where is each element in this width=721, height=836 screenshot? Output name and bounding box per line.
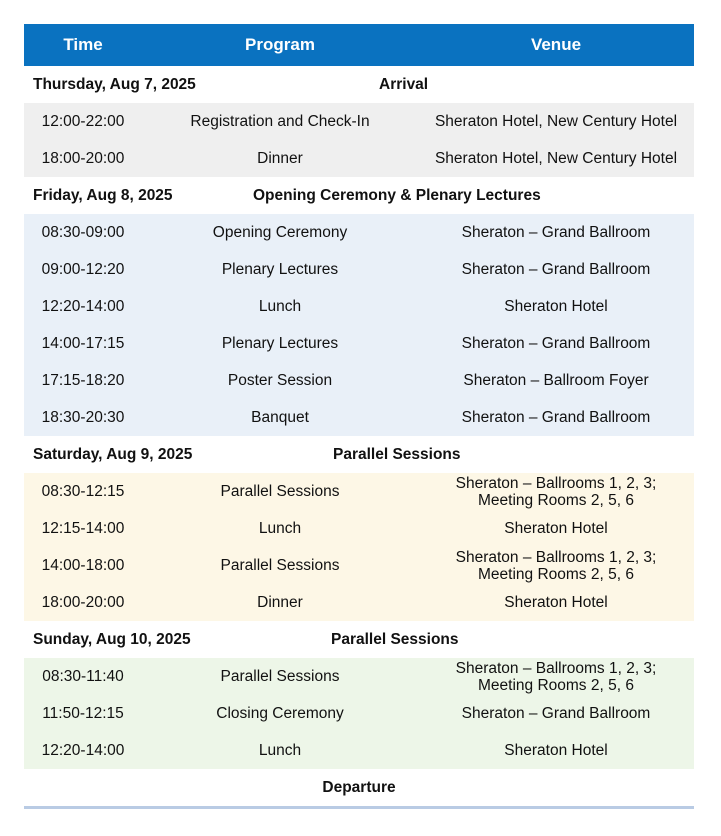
row-time: 18:00-20:00 — [41, 149, 125, 167]
venue-line: Sheraton – Grand Ballroom — [461, 704, 651, 722]
row-time: 12:00-22:00 — [41, 112, 125, 130]
row-program: Banquet — [251, 408, 309, 426]
row-venue — [418, 113, 694, 131]
row-time: 14:00-18:00 — [41, 556, 125, 574]
bottom-divider — [24, 806, 694, 809]
venue-line: Meeting Rooms 2, 5, 6 — [478, 491, 634, 509]
schedule-row — [24, 103, 694, 140]
venue-line: Sheraton – Grand Ballroom — [461, 260, 651, 278]
row-time: 12:20-14:00 — [41, 297, 125, 315]
day-date: Saturday, Aug 9, 2025 — [33, 445, 193, 463]
day-group — [24, 473, 694, 621]
row-program: Parallel Sessions — [220, 667, 340, 685]
schedule-row — [24, 288, 694, 325]
row-venue — [418, 520, 694, 538]
venue-line: Sheraton – Ballrooms 1, 2, 3; — [455, 474, 657, 492]
venue-line: Sheraton – Ballroom Foyer — [463, 371, 649, 389]
day-group — [24, 103, 694, 177]
day-heading — [24, 66, 694, 103]
row-time: 08:30-11:40 — [42, 667, 124, 685]
row-time: 08:30-09:00 — [41, 223, 125, 241]
row-program: Plenary Lectures — [221, 334, 339, 352]
venue-line: Sheraton Hotel, New Century Hotel — [434, 112, 678, 130]
row-time: 18:00-20:00 — [41, 593, 125, 611]
venue-line: Sheraton Hotel, New Century Hotel — [434, 149, 678, 167]
row-program: Opening Ceremony — [212, 223, 348, 241]
venue-line: Sheraton – Grand Ballroom — [461, 334, 651, 352]
schedule-row — [24, 251, 694, 288]
day-heading — [24, 177, 694, 214]
venue-line: Sheraton Hotel — [504, 593, 608, 611]
schedule-row — [24, 399, 694, 436]
venue-line: Sheraton Hotel — [504, 297, 608, 315]
schedule-table — [24, 24, 694, 809]
venue-line: Sheraton Hotel — [504, 519, 608, 537]
day-heading — [24, 436, 694, 473]
row-program: Dinner — [257, 149, 303, 167]
venue-line: Meeting Rooms 2, 5, 6 — [478, 676, 634, 694]
schedule-row — [24, 140, 694, 177]
row-time: 11:50-12:15 — [42, 704, 124, 722]
row-time: 17:15-18:20 — [41, 371, 125, 389]
row-time: 12:15-14:00 — [41, 519, 125, 537]
row-program: Plenary Lectures — [221, 260, 339, 278]
schedule-row — [24, 732, 694, 769]
row-venue — [418, 150, 694, 168]
venue-line: Sheraton Hotel — [504, 741, 608, 759]
day-title: Opening Ceremony & Plenary Lectures — [253, 186, 541, 204]
row-venue — [418, 409, 694, 427]
schedule-row — [24, 473, 694, 510]
row-program: Poster Session — [227, 371, 333, 389]
row-venue — [418, 298, 694, 316]
row-venue — [418, 594, 694, 612]
day-group — [24, 214, 694, 436]
schedule-days — [24, 66, 694, 769]
row-time: 08:30-12:15 — [41, 482, 125, 500]
day-title: Parallel Sessions — [331, 630, 459, 648]
row-program: Closing Ceremony — [216, 704, 344, 722]
day-group — [24, 658, 694, 769]
day-date: Thursday, Aug 7, 2025 — [33, 75, 196, 93]
venue-line: Meeting Rooms 2, 5, 6 — [478, 565, 634, 583]
row-time: 09:00-12:20 — [41, 260, 125, 278]
schedule-row — [24, 362, 694, 399]
day-title: Arrival — [379, 75, 429, 93]
venue-line: Sheraton – Grand Ballroom — [461, 408, 651, 426]
row-time: 14:00-17:15 — [41, 334, 125, 352]
row-program: Parallel Sessions — [220, 482, 340, 500]
row-program: Lunch — [258, 519, 302, 537]
schedule-row — [24, 325, 694, 362]
day-heading — [24, 621, 694, 658]
row-venue — [418, 261, 694, 279]
schedule-row — [24, 547, 694, 584]
row-venue — [418, 372, 694, 390]
header-venue: Venue — [530, 35, 582, 54]
row-venue — [418, 335, 694, 353]
row-program: Lunch — [258, 741, 302, 759]
table-header — [24, 24, 694, 66]
header-time: Time — [63, 35, 103, 54]
schedule-row — [24, 695, 694, 732]
row-time: 12:20-14:00 — [41, 741, 125, 759]
row-venue — [418, 224, 694, 242]
row-venue — [418, 705, 694, 723]
header-program: Program — [245, 35, 315, 54]
day-title: Parallel Sessions — [333, 445, 461, 463]
row-time: 18:30-20:30 — [41, 408, 125, 426]
day-date: Friday, Aug 8, 2025 — [33, 186, 173, 204]
day-date: Sunday, Aug 10, 2025 — [33, 630, 191, 648]
venue-line: Sheraton – Grand Ballroom — [461, 223, 651, 241]
row-venue — [418, 475, 694, 509]
row-program: Registration and Check-In — [190, 112, 370, 130]
row-venue — [418, 660, 694, 694]
schedule-row — [24, 510, 694, 547]
schedule-row — [24, 584, 694, 621]
schedule-row — [24, 658, 694, 695]
departure-row: Departure — [322, 778, 396, 796]
row-program: Parallel Sessions — [220, 556, 340, 574]
venue-line: Sheraton – Ballrooms 1, 2, 3; — [455, 659, 657, 677]
row-venue — [418, 742, 694, 760]
row-program: Dinner — [257, 593, 303, 611]
row-venue — [418, 549, 694, 583]
venue-line: Sheraton – Ballrooms 1, 2, 3; — [455, 548, 657, 566]
schedule-row — [24, 214, 694, 251]
row-program: Lunch — [258, 297, 302, 315]
